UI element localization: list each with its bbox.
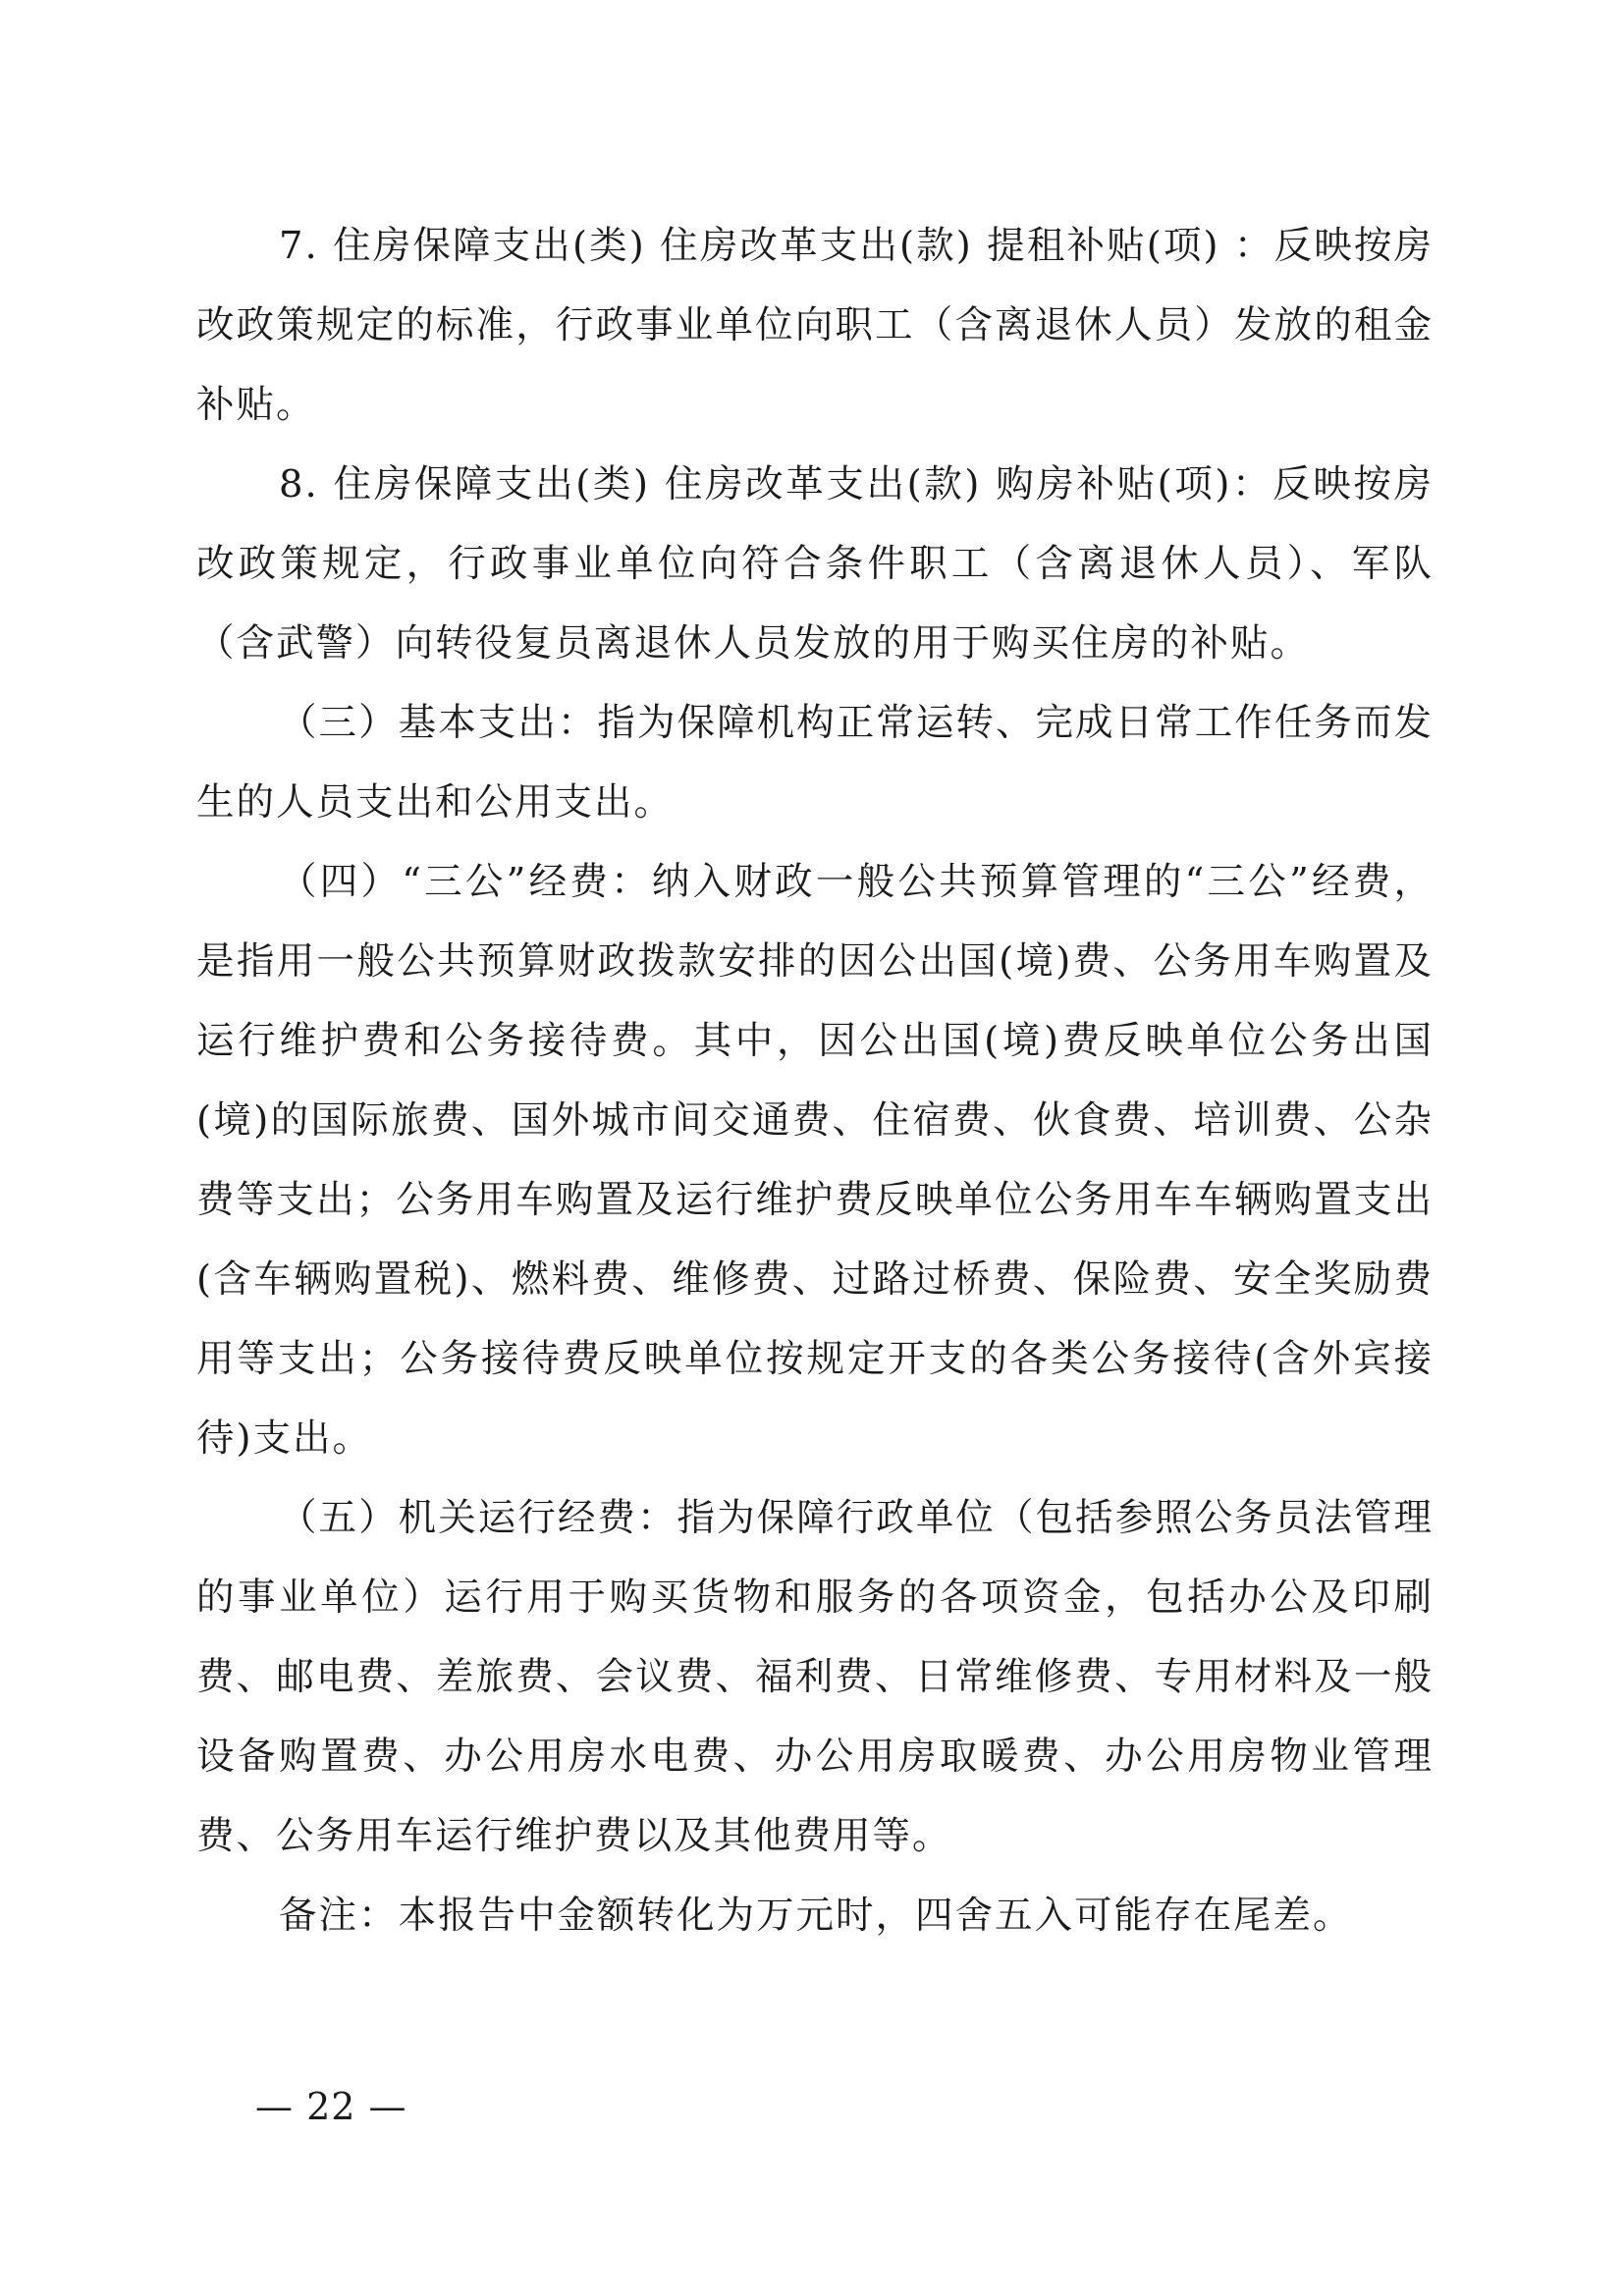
page-number: — 22 — [255,2085,407,2128]
paragraph-basic-expenditure: （三）基本支出：指为保障机构正常运转、完成日常工作任务而发生的人员支出和公用支出。 [196,701,1434,825]
document-body [196,206,1434,1955]
paragraph-agency-operating-expenses: （五）机关运行经费：指为保障行政单位（包括参照公务员法管理的事业单位）运行用于购买货物和服务的各项资金，包括办公及印刷费、邮电费、差旅费、会议费、福利费、日常维修费、专用材料及一般设备购置费、办公用房水电费、办公用房取暖费、办公用房物业管理费、公务用车运行维护费以及其他费用等。 [196,1496,1434,1858]
paragraph-housing-purchase-subsidy: 8. 住房保障支出(类) 住房改革支出(款) 购房补贴(项)：反映按房改政策规定，行政事业单位向符合条件职工（含离退休人员）、军队（含武警）向转役复员离退休人员发放的用于购买住房的补贴。 [196,462,1434,666]
paragraph-housing-rent-subsidy: 7. 住房保障支出(类) 住房改革支出(款) 提租补贴(项) ：反映按房改政策规定的标准，行政事业单位向职工（含离退休人员）发放的租金补贴。 [196,224,1434,427]
paragraph-three-public-expenses: （四）“三公”经费：纳入财政一般公共预算管理的“三公”经费，是指用一般公共预算财政拨款安排的因公出国(境)费、公务用车购置及运行维护费和公务接待费。其中，因公出国(境)费反映单位公务出国(境)的国际旅费、国外城市间交通费、住宿费、伙食费、培训费、公杂费等支出；公务用车购置及运行维护费反映单位公务用车车辆购置支出(含车辆购置税)、燃料费、维修费、过路过桥费、保险费、安全奖励费用等支出；公务接待费反映单位按规定开支的各类公务接待(含外宾接待)支出。 [196,860,1434,1461]
paragraph-remark: 备注：本报告中金额转化为万元时，四舍五入可能存在尾差。 [279,1894,1353,1938]
